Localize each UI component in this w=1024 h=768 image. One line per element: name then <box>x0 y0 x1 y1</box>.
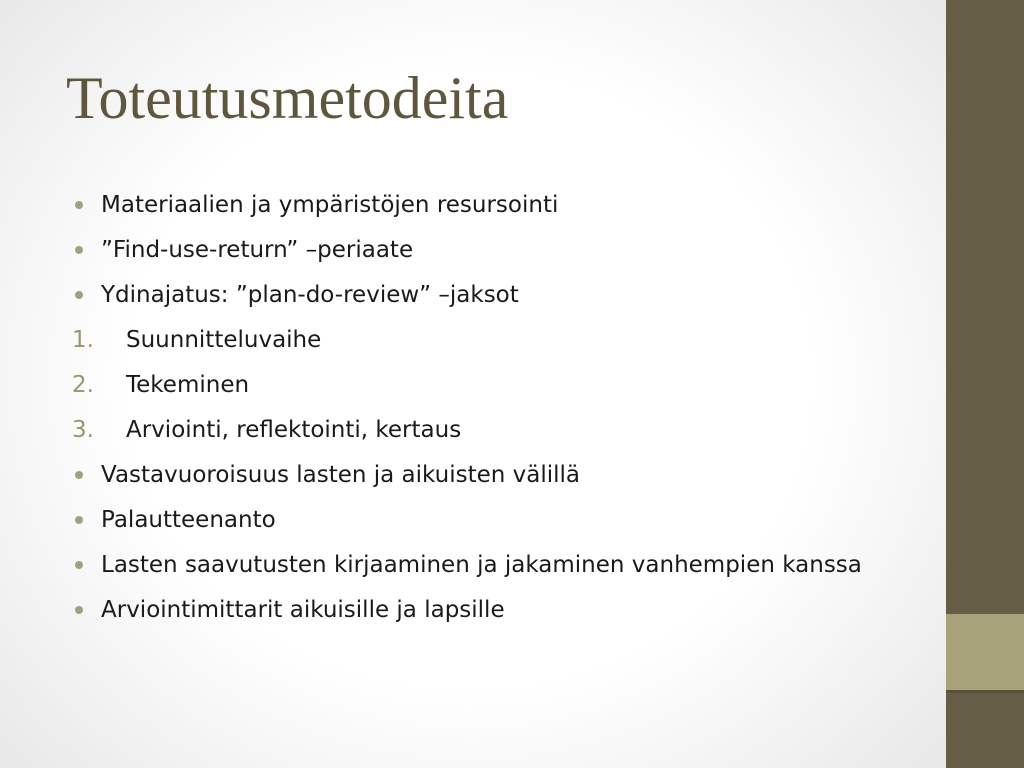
slide-title: Toteutusmetodeita <box>66 65 509 131</box>
bullet-icon <box>72 501 86 539</box>
numbered-item-suunnitteluvaihe <box>72 321 872 359</box>
sidebar-divider <box>946 690 1024 693</box>
bullet-icon <box>72 231 86 269</box>
list-item-text: Palautteenanto <box>101 507 276 533</box>
list-number: 2. <box>72 372 94 398</box>
list-item-text: Lasten saavutusten kirjaaminen ja jakaminen vanhempien kanssa <box>101 552 862 578</box>
numbered-item-arviointi <box>72 411 872 449</box>
list-item-text: Ydinajatus: ”plan-do-review” –jaksot <box>101 282 519 308</box>
list-item-text: Materiaalien ja ympäristöjen resursointi <box>101 192 559 218</box>
list-number: 3. <box>72 417 94 443</box>
list-item-arviointimittarit <box>72 591 872 629</box>
list-item-plan-do-review <box>72 276 872 314</box>
list-number: 1. <box>72 327 94 353</box>
content-list <box>72 186 872 636</box>
list-item-text: Arviointi, reflektointi, kertaus <box>126 417 462 443</box>
sidebar-accent-block <box>946 614 1024 690</box>
list-item-text: Vastavuoroisuus lasten ja aikuisten välillä <box>101 462 581 488</box>
list-item-find-use-return <box>72 231 872 269</box>
list-item-palautteenanto <box>72 501 872 539</box>
list-item-text: Suunnitteluvaihe <box>126 327 322 353</box>
bullet-icon <box>72 591 86 629</box>
list-item-text: Arviointimittarit aikuisille ja lapsille <box>101 597 505 623</box>
list-item-text: ”Find-use-return” –periaate <box>101 237 414 263</box>
bullet-icon <box>72 456 86 494</box>
bullet-icon <box>72 186 86 224</box>
list-item-resursointi <box>72 186 872 224</box>
bullet-icon <box>72 546 86 584</box>
list-item-vastavuoroisuus <box>72 456 872 494</box>
bullet-icon <box>72 276 86 314</box>
list-item-kirjaaminen <box>72 546 872 584</box>
numbered-item-tekeminen <box>72 366 872 404</box>
list-item-text: Tekeminen <box>126 372 250 398</box>
